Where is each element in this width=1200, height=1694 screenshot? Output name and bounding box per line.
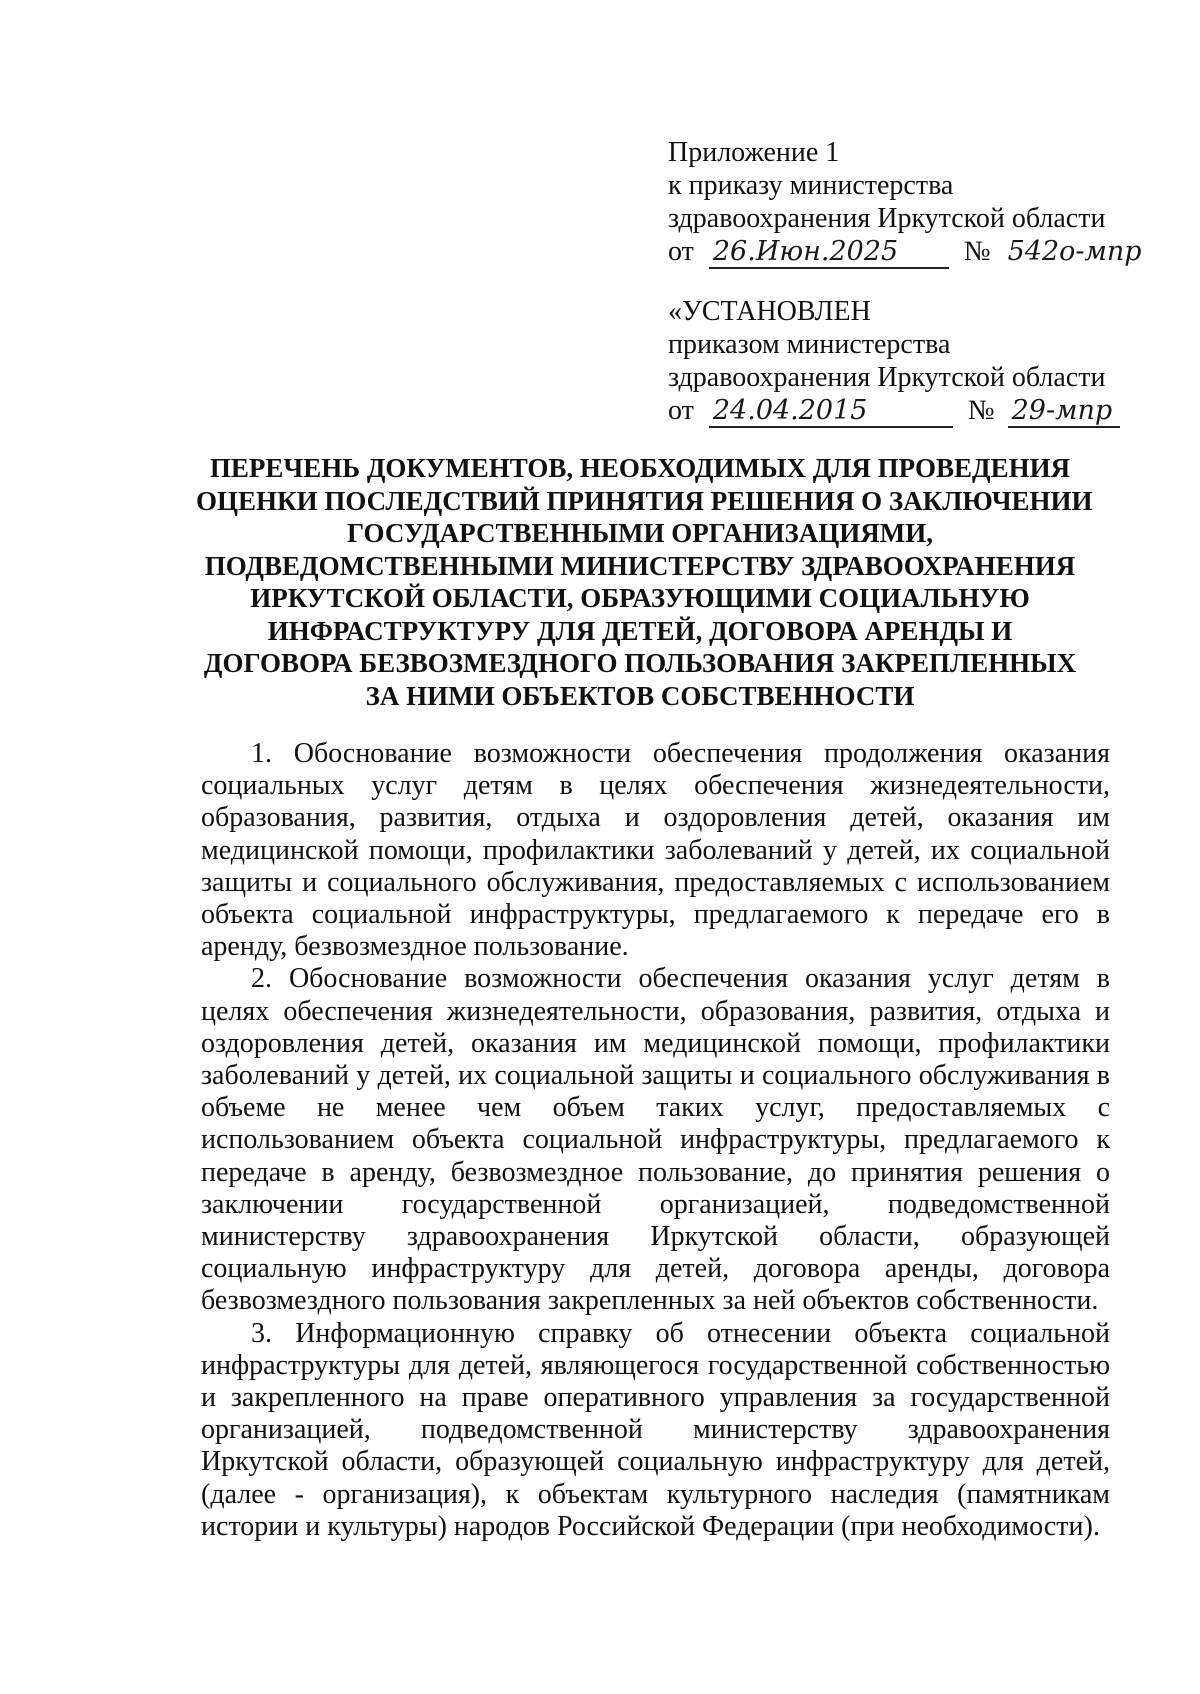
appendix-number-label: № [963,236,991,267]
established-number-label: № [967,395,995,426]
appendix-line-2: к приказу министерства [668,170,954,201]
document-title [196,452,1093,712]
established-handwritten-number: 29-мпр [1008,396,1120,428]
established-date-row [668,394,1113,428]
established-block [668,295,1113,428]
appendix-block [668,136,1142,269]
title-line: ДОГОВОРА БЕЗВОЗМЕЗДНОГО ПОЛЬЗОВАНИЯ ЗАКРЕПЛЕННЫХ [203,648,1077,678]
established-line-1: «УСТАНОВЛЕН [668,296,871,327]
established-from-label: от [668,395,694,426]
paragraph-3: 3. Информационную справку об отнесении объекта социальной инфраструктуры для детей, являющегося государственной собственностью и закрепленного на праве оперативного управления за государственной организацией, подведомственной министерству здравоохранения Иркутской области, образующей социальную инфраструктуру для детей, (далее - организация), к объектам культурного наследия (памятникам истории и культуры) народов Российской Федерации (при необходимости). [201,1317,1110,1542]
title-line: ПЕРЕЧЕНЬ ДОКУМЕНТОВ, НЕОБХОДИМЫХ ДЛЯ ПРОВЕДЕНИЯ [209,453,1071,483]
title-line: ОЦЕНКИ ПОСЛЕДСТВИЙ ПРИНЯТИЯ РЕШЕНИЯ О ЗАКЛЮЧЕНИИ [196,485,1093,516]
established-handwritten-date: 24.04.2015 [709,396,953,428]
appendix-line-3: здравоохранения Иркутской области [668,203,1106,234]
established-line-3: здравоохранения Иркутской области [668,362,1106,393]
paragraph-2: 2. Обоснование возможности обеспечения оказания услуг детям в целях обеспечения жизнедеятельности, образования, развития, отдыха и оздоровления детей, оказания им медицинской помощи, профилактики заболеваний у детей, их социальной защиты и социального обслуживания в объеме не менее чем объем таких услуг, предоставляемых с использованием объекта социальной инфраструктуры, предлагаемого к передаче в аренду, безвозмездное пользование, до принятия решения о заключении государственной организацией, подведомственной министерству здравоохранения Иркутской области, образующей социальную инфраструктуру для детей, договора аренды, договора безвозмездного пользования закрепленных за ней объектов собственности. [201,963,1110,1317]
title-line: ИРКУТСКОЙ ОБЛАСТИ, ОБРАЗУЮЩИМИ СОЦИАЛЬНУЮ [250,583,1030,613]
title-line: ИНФРАСТРУКТУРУ ДЛЯ ДЕТЕЙ, ДОГОВОРА АРЕНДЫ И [267,615,1013,646]
established-line-2: приказом министерства [668,329,951,360]
document-body [201,738,1110,1543]
title-line: ЗА НИМИ ОБЪЕКТОВ СОБСТВЕННОСТИ [365,680,915,711]
appendix-handwritten-date: 26.Июн.2025 [709,237,949,269]
title-line: ГОСУДАРСТВЕННЫМИ ОРГАНИЗАЦИЯМИ, [347,518,933,548]
appendix-line-1: Приложение 1 [668,137,840,168]
appendix-from-label: от [668,236,694,267]
paragraph-1: 1. Обоснование возможности обеспечения продолжения оказания социальных услуг детям в целях обеспечения жизнедеятельности, образования, развития, отдыха и оздоровления детей, оказания им медицинской помощи, профилактики заболеваний у детей, их социальной защиты и социального обслуживания, предоставляемых с использованием объекта социальной инфраструктуры, предлагаемого к передаче его в аренду, безвозмездное пользование. [201,738,1110,963]
title-line: ПОДВЕДОМСТВЕННЫМИ МИНИСТЕРСТВУ ЗДРАВООХРАНЕНИЯ [204,550,1076,581]
appendix-handwritten-number: 542о-мпр [1007,236,1142,267]
appendix-date-row [668,235,1142,269]
